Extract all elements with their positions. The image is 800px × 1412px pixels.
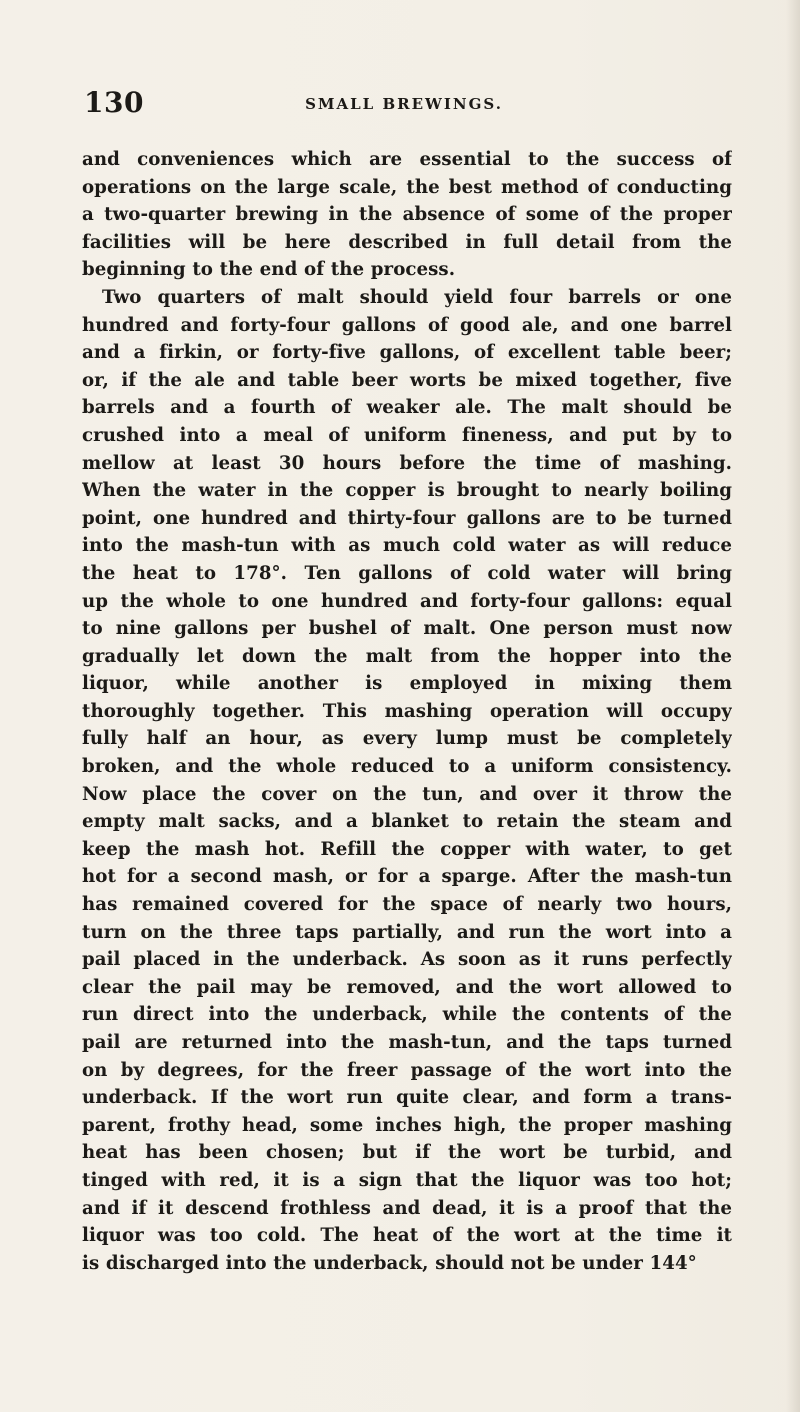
text-line: hot for a second mash, or for a sparge. After the mash-tun (82, 866, 732, 888)
text-line: turn on the three taps partially, and run the wort into a (82, 921, 732, 943)
text-line: point, one hundred and thirty-four gallons are to be turned (82, 507, 732, 529)
text-line: facilities will be here described in full detail from the (82, 231, 732, 253)
text-line: broken, and the whole reduced to a uniform consistency. (82, 756, 732, 778)
running-head: SMALL BREWINGS. (305, 95, 503, 113)
text-line: fully half an hour, as every lump must be completely (82, 728, 732, 750)
text-line: thoroughly together. This mashing operation will occupy (82, 700, 732, 722)
text-line: to nine gallons per bushel of malt. One person must now (82, 618, 732, 640)
text-line: is discharged into the underback, should not be under 144° (82, 1252, 697, 1274)
text-line: or, if the ale and table beer worts be mixed together, five (82, 369, 732, 391)
text-line: up the whole to one hundred and forty-four gallons: equal (82, 590, 732, 612)
text-line: a two-quarter brewing in the absence of some of the proper (82, 204, 732, 226)
text-line: mellow at least 30 hours before the time of mashing. (82, 452, 732, 474)
text-line: keep the mash hot. Refill the copper with water, to get (82, 838, 732, 860)
text-line: Now place the cover on the tun, and over it throw the (82, 783, 732, 805)
text-line: into the mash-tun with as much cold water as will reduce (82, 535, 732, 557)
text-line: and conveniences which are essential to the success of (82, 149, 732, 170)
text-line: empty malt sacks, and a blanket to retain the steam and (82, 811, 732, 833)
text-line: and a firkin, or forty-five gallons, of excellent table beer; (82, 342, 732, 364)
text-line: When the water in the copper is brought to nearly boiling (82, 480, 732, 502)
text-line: beginning to the end of the process. (82, 259, 456, 281)
text-line: heat has been chosen; but if the wort be turbid, and (82, 1142, 732, 1164)
text-line: run direct into the underback, while the contents of the (82, 1004, 732, 1026)
page-header (84, 86, 724, 126)
text-line: and if it descend frothless and dead, it is a proof that the (82, 1197, 732, 1219)
body-text (82, 146, 732, 1277)
text-line: Two quarters of malt should yield four barrels or one (102, 286, 732, 308)
text-line: tinged with red, it is a sign that the liquor was too hot; (82, 1169, 732, 1191)
text-line: liquor, while another is employed in mixing them (82, 673, 732, 695)
text-line: has remained covered for the space of nearly two hours, (82, 894, 732, 916)
text-line: on by degrees, for the freer passage of the wort into the (82, 1059, 732, 1081)
page-number: 130 (84, 86, 144, 119)
page-edge-shadow (786, 0, 800, 1412)
text-line: liquor was too cold. The heat of the wort at the time it (82, 1225, 732, 1247)
text-line: underback. If the wort run quite clear, and form a trans- (82, 1087, 732, 1109)
text-line: crushed into a meal of uniform fineness, and put by to (82, 424, 732, 446)
text-line: hundred and forty-four gallons of good ale, and one barrel (82, 314, 732, 336)
text-line: barrels and a fourth of weaker ale. The malt should be (82, 397, 732, 419)
text-line: pail placed in the underback. As soon as it runs perfectly (82, 949, 732, 971)
text-line: clear the pail may be removed, and the wort allowed to (82, 976, 732, 998)
text-line: gradually let down the malt from the hopper into the (82, 645, 732, 667)
text-line: parent, frothy head, some inches high, the proper mashing (82, 1114, 732, 1136)
text-line: pail are returned into the mash-tun, and the taps turned (82, 1032, 732, 1053)
text-line: operations on the large scale, the best method of conducting (82, 176, 732, 198)
text-line: the heat to 178°. Ten gallons of cold water will bring (82, 562, 732, 584)
